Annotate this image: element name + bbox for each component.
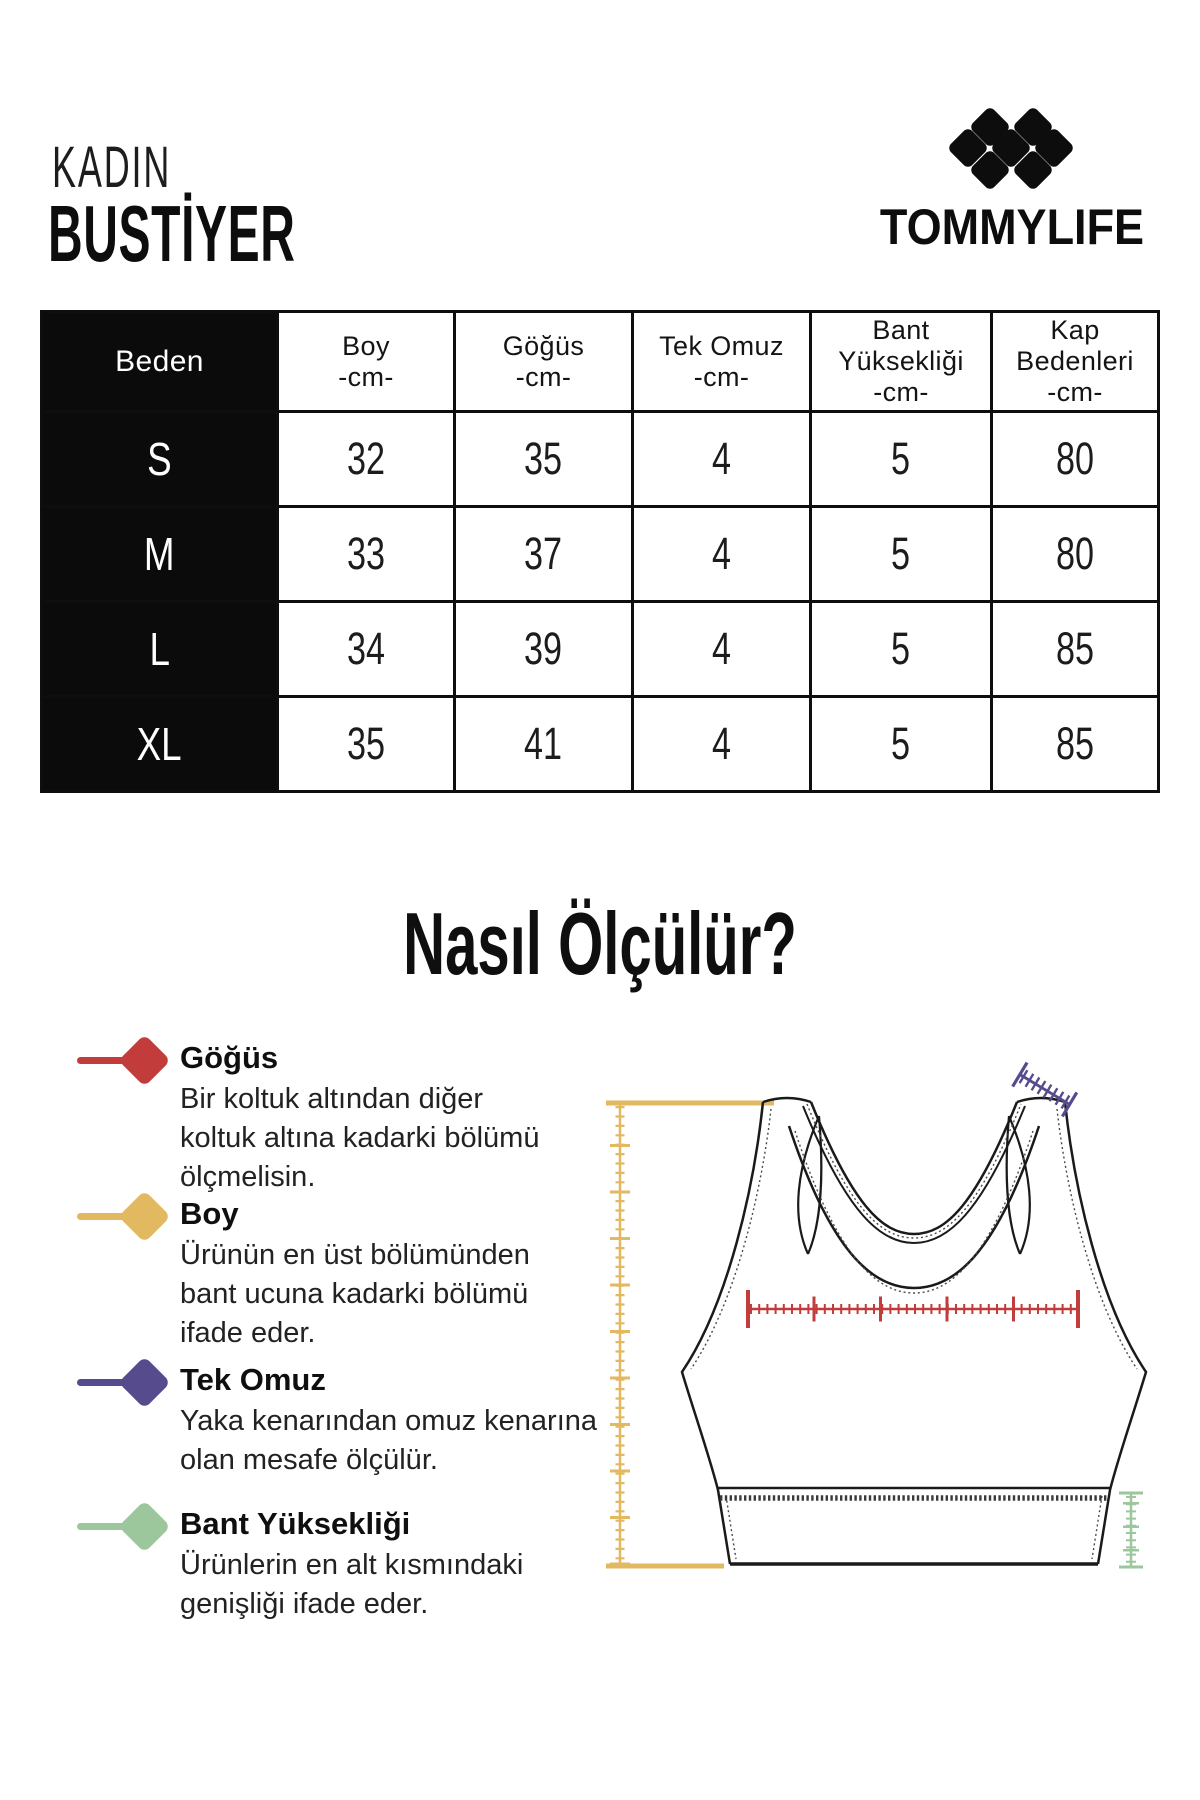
legend-description-line: Ürünün en üst bölümünden [180,1239,530,1271]
column-label: Bant Yüksekliği [838,315,964,376]
size-table [40,310,1160,793]
value-cell [811,412,992,507]
column-label: Tek Omuz [659,330,784,361]
brand-name: TOMMYLIFE [879,199,1145,255]
size-label-cell [42,602,278,697]
column-label: Göğüs [502,330,585,361]
size-label: M [144,528,175,580]
size-row-M [42,507,1159,602]
legend-item-gogus [0,1040,540,1200]
value-cell [811,602,992,697]
measurement-value: 5 [891,433,911,484]
size-row-S [42,412,1159,507]
diamond-icon [118,1500,170,1552]
value-cell [278,602,455,697]
measurement-value: 5 [891,718,911,769]
value-cell [633,697,811,792]
value-cell [455,412,633,507]
value-cell [633,412,811,507]
legend-description [180,1236,530,1353]
measurement-value: 4 [711,718,732,769]
size-label-cell [42,697,278,792]
how-to-measure-title: Nasıl Ölçülür? [403,894,797,993]
legend-description [180,1080,539,1197]
measurement-value: 35 [524,433,563,484]
column-unit: -cm- [1047,377,1103,407]
size-row-L [42,602,1159,697]
legend-description-line: olan mesafe ölçülür. [180,1444,438,1476]
column-header-4 [811,312,992,412]
column-unit: -cm- [693,361,750,392]
category-label: KADIN [52,135,172,200]
value-cell [992,412,1159,507]
column-unit: -cm- [338,361,394,392]
stitch-lines [691,1104,1137,1559]
size-label-cell [42,412,278,507]
legend-description-line: genişliği ifade eder. [180,1588,429,1620]
value-cell [278,507,455,602]
column-header-5 [992,312,1159,412]
legend-item-bant [0,1506,540,1666]
value-cell [278,412,455,507]
column-unit: -cm- [873,377,929,407]
column-header-2 [455,312,633,412]
value-cell [455,697,633,792]
measurement-value: 80 [1055,433,1095,484]
diamond-icon [118,1034,170,1086]
value-cell [633,602,811,697]
value-cell [455,507,633,602]
diamond-icon [118,1190,170,1242]
measurement-value: 85 [1055,718,1095,769]
legend-term: Tek Omuz [180,1362,326,1397]
column-label: Boy [342,330,390,361]
measurement-value: 4 [711,528,732,579]
size-label: XL [136,718,182,770]
measurement-value: 35 [346,718,386,769]
bra-outline [682,1098,1146,1564]
legend-description-line: Yaka kenarından omuz kenarına [180,1405,598,1437]
product-title: BUSTİYER [48,189,296,278]
column-label: Kap Bedenleri [1016,315,1134,376]
size-row-XL [42,697,1159,792]
size-label-cell [42,507,278,602]
column-unit: -cm- [515,361,572,392]
measurement-value: 39 [524,623,563,674]
measurement-value: 34 [346,623,386,674]
measurement-value: 5 [891,623,911,674]
column-label: Beden [115,345,204,378]
size-label: S [147,433,172,485]
legend-term: Göğüs [180,1040,279,1075]
measurement-value: 80 [1055,528,1095,579]
bra-illustration [530,1040,1175,1585]
value-cell [633,507,811,602]
column-header-0 [42,312,278,412]
measurement-value: 37 [524,528,563,579]
diamond-icon [118,1356,170,1408]
measurement-value: 4 [711,623,732,674]
measurement-value: 41 [524,718,563,769]
value-cell [455,602,633,697]
bant-ruler [1119,1492,1143,1568]
brand-logo-icon [946,102,1078,192]
value-cell [278,697,455,792]
value-cell [811,697,992,792]
value-cell [992,602,1159,697]
value-cell [811,507,992,602]
boy-ruler [606,1103,774,1566]
measurement-value: 33 [346,528,386,579]
legend-description-line: koltuk altına kadarki bölümü [180,1122,540,1154]
legend-item-tekomuz [0,1362,598,1522]
column-header-1 [278,312,455,412]
column-header-3 [633,312,811,412]
legend-description-line: ölçmelisin. [180,1161,316,1193]
value-cell [992,697,1159,792]
gogus-ruler [746,1290,1080,1328]
legend-item-boy [0,1196,540,1356]
legend-description-line: Ürünlerin en alt kısmındaki [180,1549,524,1581]
legend-description-line: bant ucuna kadarki bölümü [180,1278,529,1310]
size-label: L [149,623,170,675]
measurement-value: 85 [1055,623,1095,674]
legend-description [180,1546,523,1624]
legend-description-line: ifade eder. [180,1317,316,1349]
legend-term: Boy [180,1196,239,1231]
value-cell [992,507,1159,602]
measurement-value: 5 [891,528,911,579]
legend-description-line: Bir koltuk altından diğer [180,1083,484,1115]
tek-omuz-ruler [1012,1062,1078,1117]
measurement-value: 32 [346,433,386,484]
legend-term: Bant Yüksekliği [180,1506,411,1541]
measurement-value: 4 [711,433,732,484]
